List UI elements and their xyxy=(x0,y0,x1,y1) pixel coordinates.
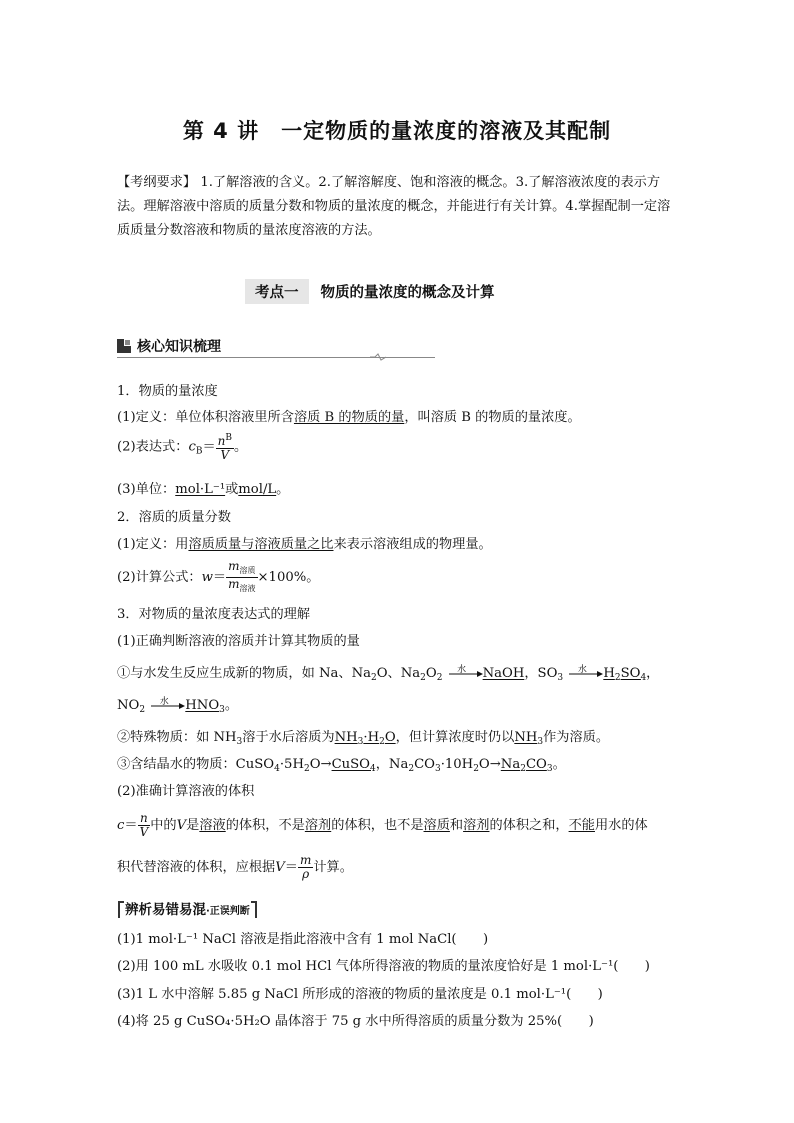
left-bracket-icon xyxy=(117,901,125,919)
requirements-tag: 【考纲要求】 xyxy=(117,175,197,190)
page-title: 第 4 讲 一定物质的量浓度的溶液及其配制 xyxy=(182,119,612,143)
judge-item-4: (4)将 25 g CuSO₄·5H₂O 晶体溶于 75 g 水中所得溶质的质量分数为 25%( ) xyxy=(117,1014,594,1029)
heading-3: 3．对物质的量浓度表达式的理解 xyxy=(117,607,311,622)
fraction-m-over-rho: $\frac{m}{\rho}$ xyxy=(299,853,312,881)
reaction-arrow-icon: 水 xyxy=(567,667,603,681)
case-1-line: ①与水发生反应生成新的物质，如 Na、$Na_2O$、$Na_2O_2$ 水 NaOH，$SO_3$ 水 $H_2SO_4$， xyxy=(117,664,660,683)
definition-2: (1)定义：用溶质质量与溶液质量之比来表示溶液组成的物理量。 xyxy=(117,537,492,552)
case-3-line: ③含结晶水的物质：$CuSO_4\cdot 5H_2O\to CuSO_4$，$Na_2CO_3\cdot 10H_2O\to Na_2CO_3$。 xyxy=(117,757,566,774)
fraction-mass: $\frac{m_{溶质}}{m_{溶液}}$ xyxy=(228,559,256,593)
core-knowledge-label: 核心知识梳理 xyxy=(137,339,221,355)
section-number: 考点一 xyxy=(245,279,309,304)
unit-line: (3)单位：mol·L⁻¹或mol/L。 xyxy=(117,482,290,497)
square-bullet-icon xyxy=(117,339,131,353)
judge-section-header xyxy=(117,898,258,919)
case-2-line: ②特殊物质：如 $NH_3$溶于水后溶质为$NH_3\cdot H_2O$，但计算浓度时仍以$NH_3$作为溶质。 xyxy=(117,730,610,747)
judge-title: 辨析易错易混 xyxy=(125,902,206,918)
subheading-3-2: (2)准确计算溶液的体积 xyxy=(117,784,255,799)
judge-subtitle: ·正误判断 xyxy=(206,906,250,917)
rule-ornament-icon xyxy=(370,352,386,362)
subheading-3-1: (1)正确判断溶液的溶质并计算其物质的量 xyxy=(117,634,360,649)
expression-formula: (2)表达式：$c_B=$ $\frac{n^B}{V}$ 。 xyxy=(117,433,248,462)
judge-item-2: (2)用 100 mL 水吸收 0.1 mol HCl 气体所得溶液的物质的量浓度恰好是 1 mol·L⁻¹( ) xyxy=(117,959,650,974)
judge-item-1: (1)1 mol·L⁻¹ NaCl 溶液是指此溶液中含有 1 mol NaCl( ) xyxy=(117,932,489,947)
syllabus-requirements xyxy=(117,171,682,243)
section-title: 物质的量浓度的概念及计算 xyxy=(320,284,495,301)
reaction-arrow-icon: 水 xyxy=(149,699,185,713)
volume-line-1: c＝ $\frac{n}{V}$ 中的V是溶液的体积，不是溶剂的体积，也不是溶质和溶剂的体积之和，不能用水的体 xyxy=(117,811,648,839)
reaction-arrow-icon: 水 xyxy=(447,667,483,681)
judge-item-3: (3)1 L 水中溶解 5.85 g NaCl 所形成的溶液的物质的量浓度是 0.1 mol·L⁻¹( ) xyxy=(117,987,603,1002)
core-knowledge-header xyxy=(117,336,221,356)
right-bracket-icon xyxy=(250,901,258,919)
volume-line-2: 积代替溶液的体积，应根据V＝ $\frac{m}{\rho}$ 计算。 xyxy=(117,853,353,881)
requirements-text: 1.了解溶液的含义。2.了解溶解度、饱和溶液的概念。3.了解溶液浓度的表示方法。理解溶液中溶质的质量分数和物质的量浓度的概念，并能进行有关计算。4.掌握配制一定溶质质量分数溶液和物质的量浓度溶液的方法。 xyxy=(117,175,671,238)
header-rule xyxy=(117,357,435,358)
case-1-line-2: $NO_2$ 水 $HNO_3$。 xyxy=(117,696,239,715)
section-heading xyxy=(245,279,495,303)
heading-2: 2．溶质的质量分数 xyxy=(117,510,231,525)
mass-fraction-formula: (2)计算公式：w＝ $\frac{m_{溶质}}{m_{溶液}}$ ×100%。 xyxy=(117,559,320,593)
heading-1: 1．物质的量浓度 xyxy=(117,384,218,399)
fraction-n-over-v: $\frac{n^B}{V}$ xyxy=(217,433,232,462)
fraction-n-over-v: $\frac{n}{V}$ xyxy=(139,811,149,839)
definition-1: (1)定义：单位体积溶液里所含溶质 B 的物质的量，叫溶质 B 的物质的量浓度。 xyxy=(117,410,581,425)
